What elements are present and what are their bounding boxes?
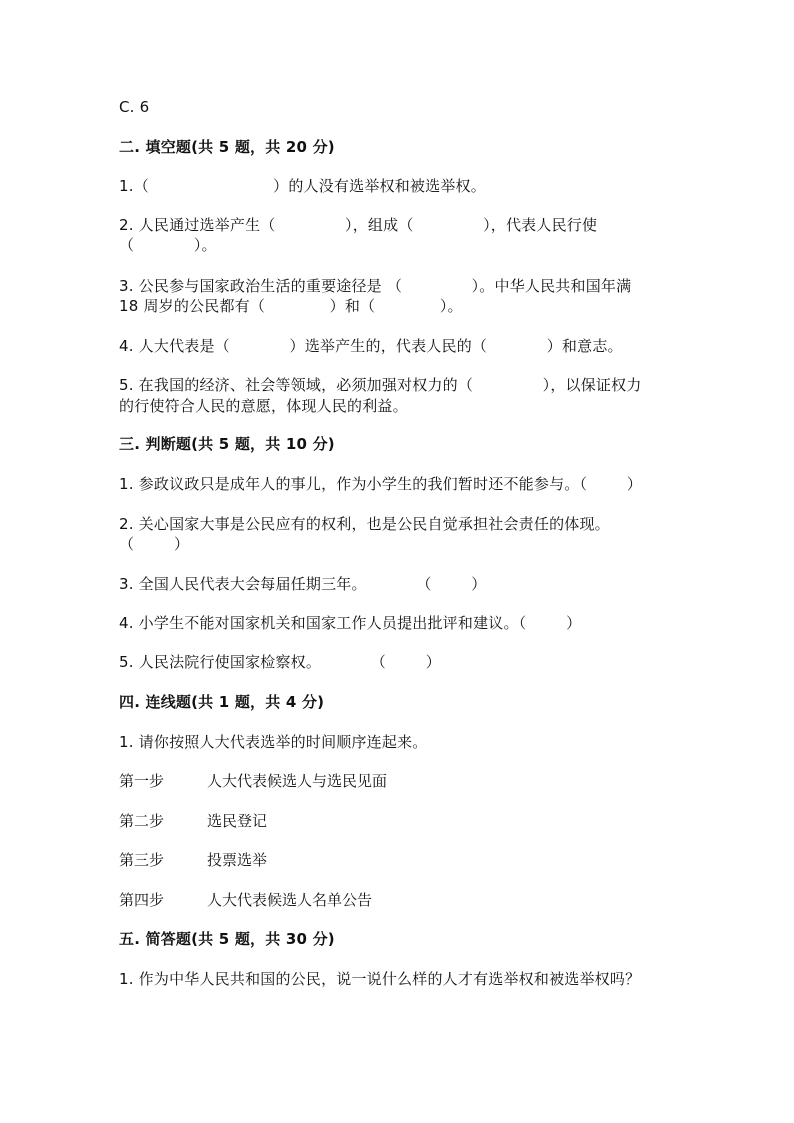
- matching-item-3: 投票选举: [207, 851, 268, 869]
- fill-blank-question-2-line-1: 2. 人民通过选举产生（ ），组成（ ），代表人民行使: [119, 216, 598, 234]
- fill-blank-question-5-line-2: 的行使符合人民的意愿，体现人民的利益。: [119, 397, 408, 415]
- fill-blank-question-1: 1.（ ）的人没有选举权和被选举权。: [119, 177, 486, 195]
- section-3-heading: 三. 判断题(共 5 题，共 10 分): [119, 435, 335, 453]
- matching-item-4: 人大代表候选人名单公告: [207, 891, 373, 909]
- short-answer-question-1: 1. 作为中华人民共和国的公民，说一说什么样的人才有选举权和被选举权吗？: [119, 970, 641, 988]
- fill-blank-question-4: 4. 人大代表是（ ）选举产生的，代表人民的（ ）和意志。: [119, 337, 623, 355]
- matching-question-1: 1. 请你按照人大代表选举的时间顺序连起来。: [119, 733, 428, 751]
- fill-blank-question-3-line-2: 18 周岁的公民都有（ ）和（ ）。: [119, 297, 463, 315]
- previous-option-c: C. 6: [119, 98, 150, 116]
- true-false-question-5: 5. 人民法院行使国家检察权。 （ ）: [119, 653, 441, 671]
- true-false-question-2-line-1: 2. 关心国家大事是公民应有的权利，也是公民自觉承担社会责任的体现。: [119, 515, 610, 533]
- matching-step-4: 第四步: [119, 891, 165, 909]
- fill-blank-question-3-line-1: 3. 公民参与国家政治生活的重要途径是 （ ）。中华人民共和国年满: [119, 277, 632, 295]
- true-false-question-2-line-2: （ ）: [119, 535, 190, 553]
- matching-step-1: 第一步: [119, 772, 165, 790]
- true-false-question-1: 1. 参政议政只是成年人的事儿，作为小学生的我们暂时还不能参与。（ ）: [119, 475, 643, 493]
- matching-item-1: 人大代表候选人与选民见面: [207, 772, 388, 790]
- fill-blank-question-2-line-2: （ ）。: [119, 236, 217, 254]
- section-5-heading: 五. 简答题(共 5 题，共 30 分): [119, 930, 335, 948]
- matching-step-3: 第三步: [119, 851, 165, 869]
- matching-item-2: 选民登记: [207, 812, 268, 830]
- matching-step-2: 第二步: [119, 812, 165, 830]
- section-2-heading: 二. 填空题(共 5 题，共 20 分): [119, 138, 335, 156]
- true-false-question-4: 4. 小学生不能对国家机关和国家工作人员提出批评和建议。（ ）: [119, 614, 582, 632]
- fill-blank-question-5-line-1: 5. 在我国的经济、社会等领域，必须加强对权力的（ ），以保证权力: [119, 376, 642, 394]
- section-4-heading: 四. 连线题(共 1 题，共 4 分): [119, 693, 325, 711]
- true-false-question-3: 3. 全国人民代表大会每届任期三年。 （ ）: [119, 575, 487, 593]
